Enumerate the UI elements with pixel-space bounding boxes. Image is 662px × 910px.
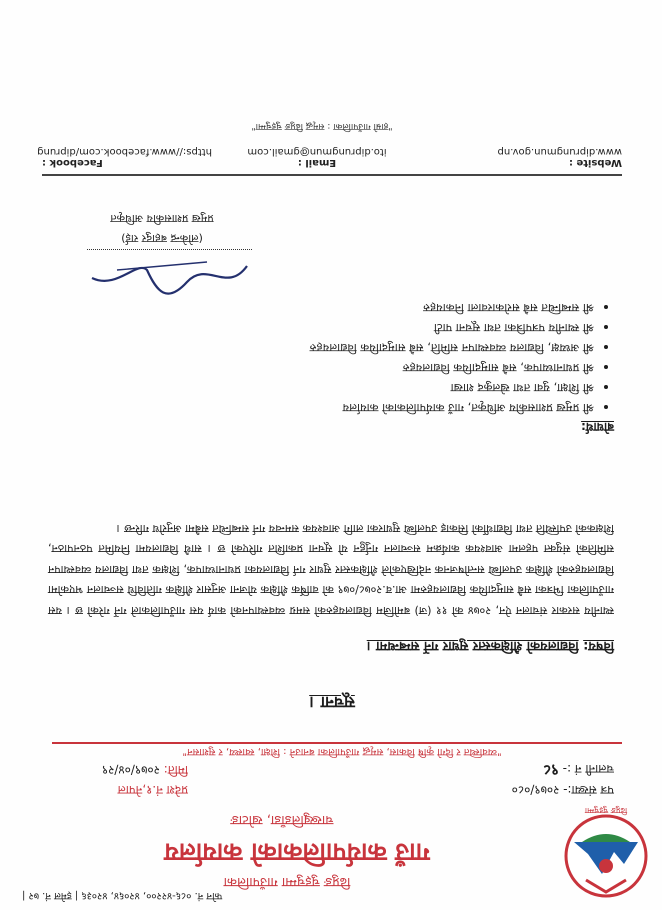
notice-body: स्थानीय सरकार संचालन ऐन, २०७४ को ११ (ज) बमोजिम विद्यालयहरुको समग्र व्यवस्थापनको कार्य यस गाउँपालिकाले गर्ने गरेको छ । यस गाउँपालिका भित्रका सबै सामुदायिक विद्यालयहरुमा आ.व.२०७८/०७९ को वार्षिक शैक्षिक योजना अनुसार शैक्षिक गतिविधि सञ्चालन भएकोमा विद्यालयहरुको शैक्षिक उपलब्धि सन्तोषजनक नदेखिएकोले शैक्षिकस्तर सुधार गर्न विद्यालयका प्रधानाध्यापक, शिक्षक तथा विद्यालय व्यवस्थापन समितिको संयुक्त पहलमा आवश्यक कार्यक्रम सञ्चालन गर्नुहुन यो सूचना प्रकाशित गरिएको छ । साथै विद्यालयमा नियमित पठनपाठन, शिक्षकको उपस्थिति तथा विद्यार्थीको सिकाइ उपलब्धि सुधारका लागि आवश्यक समन्वय गर्न सम्बन्धित सबैमा अनुरोध गरिन्छ । <box>48 521 614 617</box>
header-divider <box>52 742 622 744</box>
nepal-emblem-logo <box>562 804 650 900</box>
logo-label: ढिप्रुङ चुइचुम्मा <box>584 806 628 815</box>
footer-facebook: Facebook : https://www.facebook.com/diprung <box>37 146 212 168</box>
reference-block <box>512 759 614 800</box>
office-address: चाख्खुलिडाँडा, खोटाङ <box>230 812 334 827</box>
email-link[interactable]: ito.diprungmun@gmail.com <box>247 146 387 157</box>
municipality-name: ढिप्रुङ चुइचुम्मा गाउँपालिका <box>223 874 351 889</box>
letter-date: मिति: २०७९/०४/२९ <box>101 763 188 777</box>
subject-label: विषय: <box>583 638 614 653</box>
facebook-link[interactable]: https://www.facebook.com/diprung <box>37 146 212 157</box>
footer-divider <box>42 174 622 176</box>
cc-item: • श्री सम्बन्धित सबै सरोकारवाला निकायहरु <box>34 298 594 318</box>
cc-item: • श्री अध्यक्ष, विद्यालय व्यवस्थापन समिति, सबै सामुदायिक विद्यालयहरु <box>34 338 594 358</box>
date-block <box>102 760 188 800</box>
signatory-name: (लोकेन्द्र बहादुर राई) <box>121 232 203 245</box>
footer-website: Website : www.diprungmun.gov.np <box>432 146 622 168</box>
subject-text: विद्यालयको शैक्षिकस्तर सुधार गर्ने सम्बन्धमा । <box>366 638 579 653</box>
notice-heading: सूचना । <box>309 693 355 712</box>
chalani-number: चलानी नं :- ९८ <box>543 761 614 779</box>
cc-item: • श्री शिक्षा, युवा तथा खेलकुद शाखा <box>34 378 594 398</box>
slogan: "व्यवस्थित र दिगो कृषि विकास, समृद्ध गाउँपालिका बनाउने : शिक्षा, स्वास्थ्य, र सुशासन" <box>182 746 502 757</box>
top-note: फोन नं. ०८६-४२२००, ४२०६४, ४२०३६ | इमेल नं. ७२ | <box>22 890 223 901</box>
cc-heading: बोधार्थ: <box>581 420 614 434</box>
signature-mark <box>67 254 267 300</box>
cc-item: • श्री प्रधानाध्यापक, सबै सामुदायिक विद्यालयहरु <box>34 358 594 378</box>
footer-tagline: "हाम्रो गाउँपालिका : समृद्ध ढिप्रुङ चुइचुम्मा" <box>251 121 393 131</box>
notice-subject <box>54 638 614 656</box>
patra-sankhya: पत्र संख्या:- २०७९/०८० <box>511 783 614 797</box>
website-link[interactable]: www.diprungmun.gov.np <box>497 146 622 157</box>
cc-item: • श्री प्रमुख प्रशासकीय अधिकृत, गाउँ कार्यपालिकाको कार्यालय <box>34 398 594 418</box>
cc-item: • श्री स्थानीय पत्रपत्रिका तथा सूचना पाटी <box>34 318 594 338</box>
signature-line <box>87 249 252 250</box>
signatory-title: प्रमुख प्रशासकीय अधिकृत <box>110 212 214 225</box>
footer-email: Email : ito.diprungmun@gmail.com <box>222 146 412 168</box>
office-title: गाउँ कार्यपालिकाको कार्यालय <box>164 838 430 867</box>
cc-list <box>34 298 614 418</box>
province: प्रदेश नं.१,नेपाल <box>117 783 188 797</box>
